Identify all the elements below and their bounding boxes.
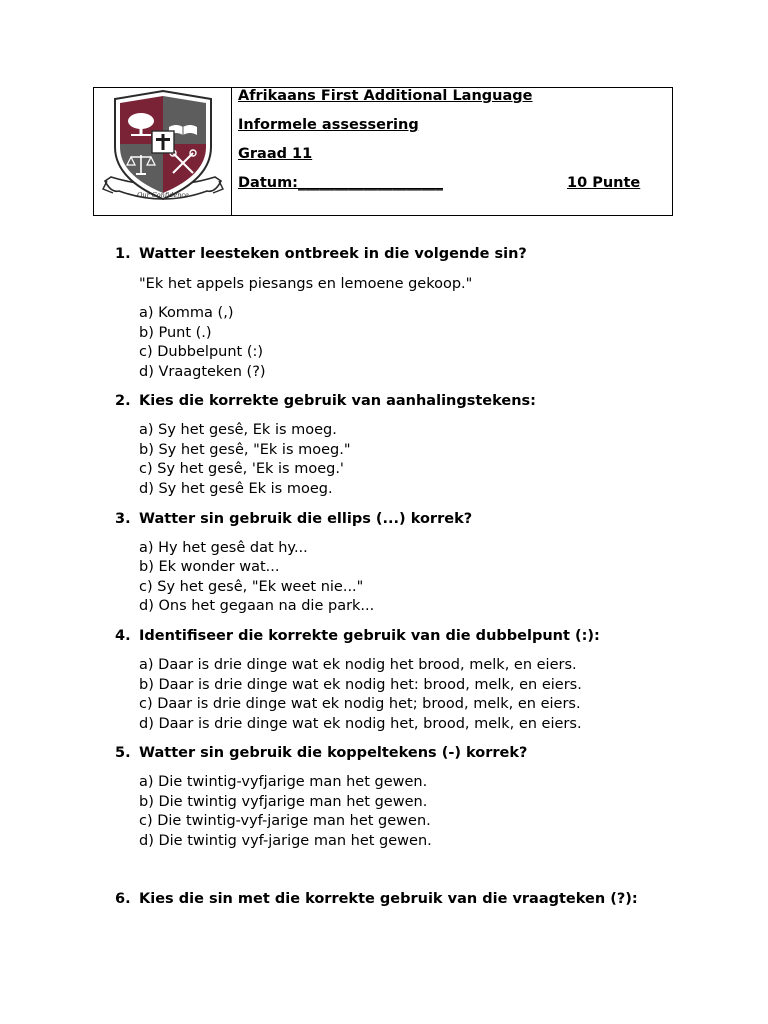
grade-label: Graad 11 [238, 146, 313, 162]
question-text: Identifiseer die korrekte gebruik van die dubbelpunt (:): [139, 628, 600, 644]
option-4a: a) Daar is drie dinge wat ek nodig het brood, melk, en eiers. [139, 657, 577, 673]
question-3 [115, 511, 472, 527]
option-1d: d) Vraagteken (?) [139, 364, 266, 380]
question-4 [115, 628, 600, 644]
question-text: Kies die sin met die korrekte gebruik van die vraagteken (?): [139, 891, 638, 907]
option-3c: c) Sy het gesê, "Ek weet nie..." [139, 579, 364, 595]
header-box [93, 87, 673, 216]
question-text: Watter leesteken ontbreek in die volgende sin? [139, 246, 527, 262]
points-label: 10 Punte [567, 175, 641, 191]
question-number: 6. [115, 891, 131, 907]
option-5c: c) Die twintig-vyf-jarige man het gewen. [139, 813, 431, 829]
question-6 [115, 891, 638, 907]
option-2c: c) Sy het gesê, 'Ek is moeg.' [139, 461, 344, 477]
question-text: Kies die korrekte gebruik van aanhalingstekens: [139, 393, 536, 409]
assessment-type: Informele assessering [238, 117, 419, 133]
option-1c: c) Dubbelpunt (:) [139, 344, 264, 360]
date-field: Datum:____________________ [238, 175, 443, 191]
option-3a: a) Hy het gesê dat hy... [139, 540, 308, 556]
question-number: 3. [115, 511, 131, 527]
header-info [232, 88, 672, 215]
option-5a: a) Die twintig-vyfjarige man het gewen. [139, 774, 428, 790]
logo-cell [94, 88, 232, 215]
svg-text:Our Confidence: Our Confidence [137, 191, 189, 199]
question-1 [115, 246, 527, 262]
option-4c: c) Daar is drie dinge wat ek nodig het; brood, melk, en eiers. [139, 696, 581, 712]
option-3d: d) Ons het gegaan na die park... [139, 598, 375, 614]
question-number: 1. [115, 246, 131, 262]
question-text: Watter sin gebruik die koppeltekens (-) korrek? [139, 745, 528, 761]
question-1-quote: "Ek het appels piesangs en lemoene gekoop." [139, 276, 473, 292]
question-number: 4. [115, 628, 131, 644]
option-1b: b) Punt (.) [139, 325, 212, 341]
question-5 [115, 745, 527, 761]
school-crest-logo [101, 89, 225, 215]
option-2b: b) Sy het gesê, "Ek is moeg." [139, 442, 351, 458]
question-number: 5. [115, 745, 131, 761]
option-2a: a) Sy het gesê, Ek is moeg. [139, 422, 337, 438]
question-2 [115, 393, 536, 409]
option-5b: b) Die twintig vyfjarige man het gewen. [139, 794, 428, 810]
option-4b: b) Daar is drie dinge wat ek nodig het: brood, melk, en eiers. [139, 677, 582, 693]
option-2d: d) Sy het gesê Ek is moeg. [139, 481, 333, 497]
option-3b: b) Ek wonder wat... [139, 559, 280, 575]
option-1a: a) Komma (,) [139, 305, 234, 321]
subject-title: Afrikaans First Additional Language [238, 88, 533, 104]
option-5d: d) Die twintig vyf-jarige man het gewen. [139, 833, 432, 849]
question-text: Watter sin gebruik die ellips (...) korrek? [139, 511, 473, 527]
option-4d: d) Daar is drie dinge wat ek nodig het, brood, melk, en eiers. [139, 716, 582, 732]
question-number: 2. [115, 393, 131, 409]
